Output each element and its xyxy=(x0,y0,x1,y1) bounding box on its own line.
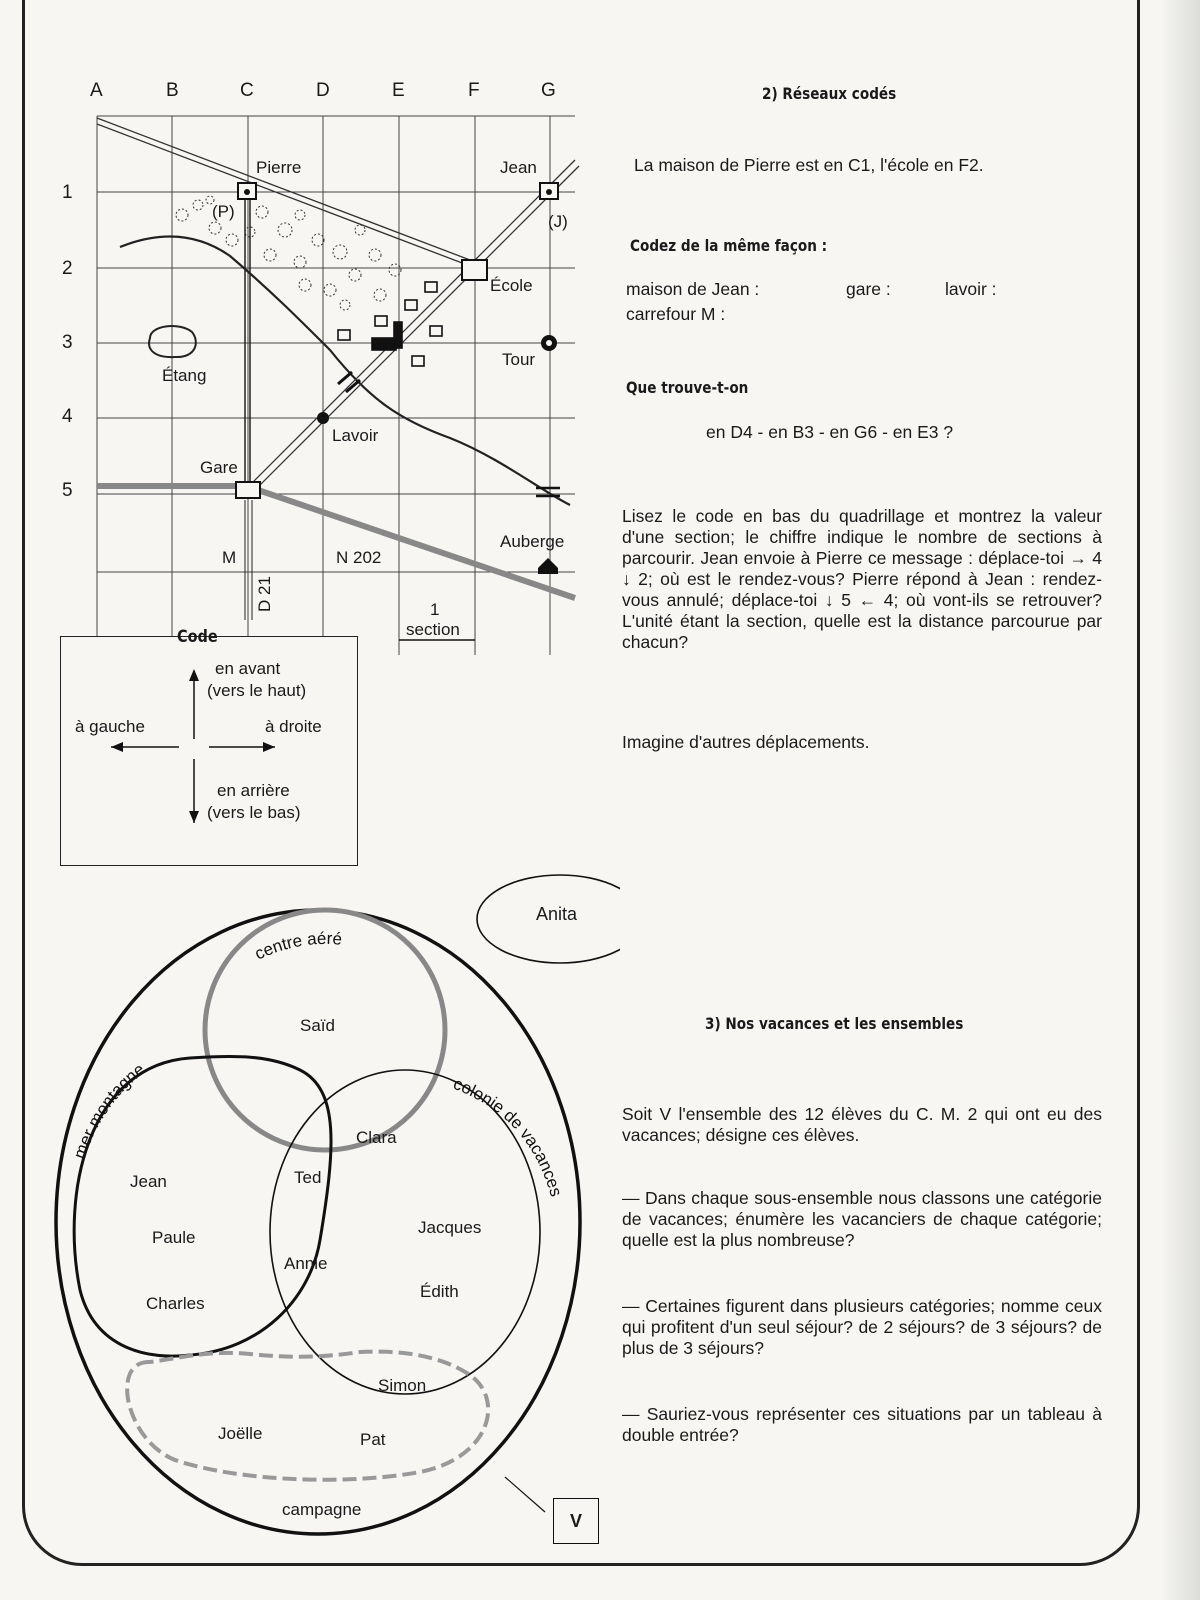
col-label-e: E xyxy=(392,80,405,101)
venn-diagram xyxy=(0,860,620,1540)
section2-paragraph: Lisez le code en bas du quadrillage et montrez la valeur d'une section; le chiffre indique le nombre de sections à parcourir. Jean envoie à Pierre ce message : déplace-toi → 4 ↓ 2; où est le rendez-vous? Pierre répond à Jean : rendez-vous annulé; déplace-toi ↓ 5 ← 4; où vont-ils se retrouver? L'unité étant la section, quelle est la distance parcourue par chacun? xyxy=(622,506,1102,652)
label-etang: Étang xyxy=(162,366,207,385)
section2-item-gare: gare : xyxy=(846,279,891,299)
code-up-sub: (vers le haut) xyxy=(207,681,307,700)
name-jean: Jean xyxy=(130,1172,167,1191)
label-tour: Tour xyxy=(502,350,536,369)
section2-item-jean: maison de Jean : xyxy=(626,279,760,299)
code-up: en avant xyxy=(215,659,281,678)
col-label-a: A xyxy=(90,80,103,101)
gare-building xyxy=(236,482,260,498)
col-label-g: G xyxy=(541,80,556,101)
label-auberge: Auberge xyxy=(500,532,565,551)
label-campagne: campagne xyxy=(282,1500,362,1519)
label-m: M xyxy=(222,548,237,567)
name-charles: Charles xyxy=(146,1294,205,1313)
map-drawing xyxy=(0,0,600,680)
label-lavoir: Lavoir xyxy=(332,426,379,445)
row-label-2: 2 xyxy=(62,258,73,279)
col-label-c: C xyxy=(240,80,254,101)
label-j: (J) xyxy=(548,212,568,231)
section2-item-carrefour: carrefour M : xyxy=(626,304,726,324)
name-simon: Simon xyxy=(378,1376,427,1395)
label-colonie: colonie de vacances xyxy=(450,1074,566,1199)
ecole-building xyxy=(462,260,487,280)
auberge-symbol xyxy=(538,558,558,574)
road-diag-2 xyxy=(251,166,579,494)
label-section-number: 1 xyxy=(430,600,440,619)
name-paule: Paule xyxy=(152,1228,196,1247)
svg-text:colonie de vacances xyxy=(451,1074,566,1199)
row-label-4: 4 xyxy=(62,406,73,427)
code-down: en arrière xyxy=(217,781,290,800)
code-left: à gauche xyxy=(75,717,145,736)
page-edge-shadow xyxy=(1160,0,1200,1600)
row-label-3: 3 xyxy=(62,332,73,353)
col-label-d: D xyxy=(316,80,330,101)
label-pierre: Pierre xyxy=(256,158,302,177)
v-label-box xyxy=(553,1498,599,1544)
name-jacques: Jacques xyxy=(418,1218,482,1237)
section2-item-lavoir: lavoir : xyxy=(945,279,997,299)
section2-que-trouve: Que trouve-t-on xyxy=(626,378,749,397)
name-joelle: Joëlle xyxy=(218,1424,263,1443)
section3-p1: Soit V l'ensemble des 12 élèves du C. M. 2 qui ont eu des vacances; désigne ces élèves. xyxy=(622,1104,1102,1145)
section2-imagine: Imagine d'autres déplacements. xyxy=(622,732,870,752)
section3-p2: — Dans chaque sous-ensemble nous classons une catégorie de vacances; énumère les vacanciers de chaque catégorie; quelle est la plus nombreuse? xyxy=(622,1188,1102,1250)
label-n202: N 202 xyxy=(336,548,382,567)
section2-intro: La maison de Pierre est en C1, l'école en F2. xyxy=(634,155,984,175)
village-houses xyxy=(338,282,442,366)
set-v-outline xyxy=(56,910,580,1534)
name-pat: Pat xyxy=(360,1430,386,1449)
label-jean: Jean xyxy=(500,158,537,177)
name-edith: Édith xyxy=(420,1282,459,1301)
label-d21: D 21 xyxy=(255,576,274,612)
code-arrows xyxy=(61,637,357,865)
col-label-f: F xyxy=(468,80,480,101)
label-gare: Gare xyxy=(200,458,238,477)
label-mer-montagne: mer montagne xyxy=(69,1059,149,1162)
label-section-word: section xyxy=(406,620,460,639)
section2-title: 2) Réseaux codés xyxy=(762,84,897,103)
v-pointer xyxy=(505,1477,545,1512)
forest xyxy=(176,196,401,310)
label-anita: Anita xyxy=(536,904,578,924)
label-ecole: École xyxy=(490,276,533,295)
name-ted: Ted xyxy=(294,1168,322,1187)
section2-codez: Codez de la même façon : xyxy=(630,236,828,255)
lavoir-symbol xyxy=(317,412,329,424)
row-label-5: 5 xyxy=(62,480,73,501)
svg-text:mer montagne xyxy=(70,1060,148,1162)
code-legend-box xyxy=(60,627,358,866)
road-diag-1 xyxy=(245,160,575,490)
code-right: à droite xyxy=(265,717,322,736)
section2-en-list: en D4 - en B3 - en G6 - en E3 ? xyxy=(706,422,954,442)
code-title: Code xyxy=(177,627,218,647)
name-annie: Annie xyxy=(284,1254,328,1273)
svg-text:centre aéré xyxy=(252,929,343,964)
label-p: (P) xyxy=(212,202,235,221)
label-centre-aere: centre aéré xyxy=(251,928,343,964)
name-said: Saïd xyxy=(300,1016,335,1035)
name-clara: Clara xyxy=(356,1128,397,1147)
code-down-sub: (vers le bas) xyxy=(207,803,301,822)
v-label: V xyxy=(569,1510,582,1531)
row-label-1: 1 xyxy=(62,182,73,203)
col-label-b: B xyxy=(166,80,179,101)
section3-p4: — Sauriez-vous représenter ces situations par un tableau à double entrée? xyxy=(622,1404,1102,1445)
road-top-2 xyxy=(97,124,470,266)
section3-title: 3) Nos vacances et les ensembles xyxy=(705,1014,964,1033)
set-campagne xyxy=(127,1352,488,1480)
section3-p3: — Certaines figurent dans plusieurs catégories; nomme ceux qui profitent d'un seul séjour? de 2 séjours? de 3 séjours? de plus de 3 séjours? xyxy=(622,1296,1102,1358)
